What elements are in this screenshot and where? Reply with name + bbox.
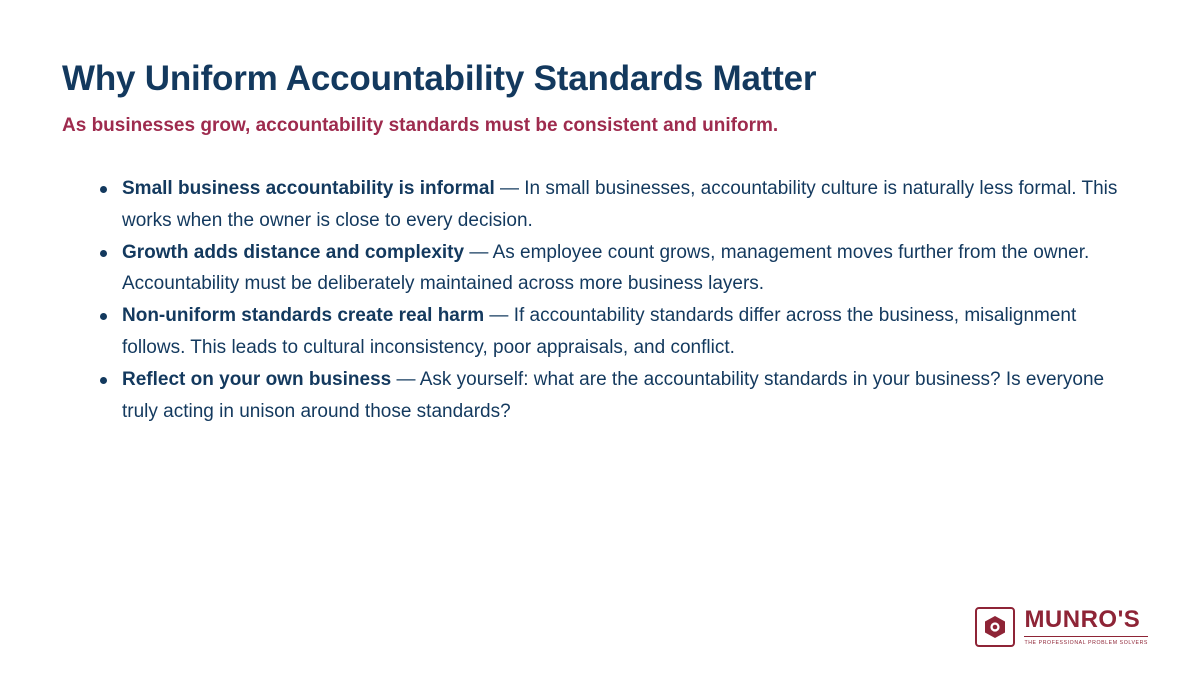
list-item-lead: Small business accountability is informal: [122, 177, 495, 199]
list-item: [100, 173, 1138, 237]
list-item-lead: Reflect on your own business: [122, 369, 392, 391]
company-logo: [975, 607, 1148, 647]
list-item-body: — If accountability standards differ across the business, misalignment follows. This leads to cultural inconsistency, poor appraisals, and conflict.: [122, 305, 1077, 359]
bullet-list: [62, 173, 1138, 428]
list-item: [100, 300, 1138, 364]
list-item: [100, 364, 1138, 428]
list-item-body: — Ask yourself: what are the accountability standards in your business? Is everyone truly acting in unison around those standards?: [122, 369, 1105, 423]
list-item-lead: Non-uniform standards create real harm: [122, 305, 485, 327]
logo-tagline: THE PROFESSIONAL PROBLEM SOLVERS: [1024, 636, 1148, 646]
munros-shield-icon: [975, 607, 1015, 647]
list-item-body: — In small businesses, accountability culture is naturally less formal. This works when the owner is close to every decision.: [122, 177, 1118, 231]
logo-name: MUNRO'S: [1024, 606, 1141, 633]
list-item-body: — As employee count grows, management moves further from the owner. Accountability must be deliberately maintained across more business layers.: [122, 241, 1090, 295]
logo-text: [1024, 608, 1148, 646]
page-title: Why Uniform Accountability Standards Matter: [62, 59, 817, 98]
list-item-lead: Growth adds distance and complexity: [122, 241, 465, 263]
slide-subtitle: As businesses grow, accountability standards must be consistent and uniform.: [62, 115, 779, 136]
list-item: [100, 237, 1138, 301]
